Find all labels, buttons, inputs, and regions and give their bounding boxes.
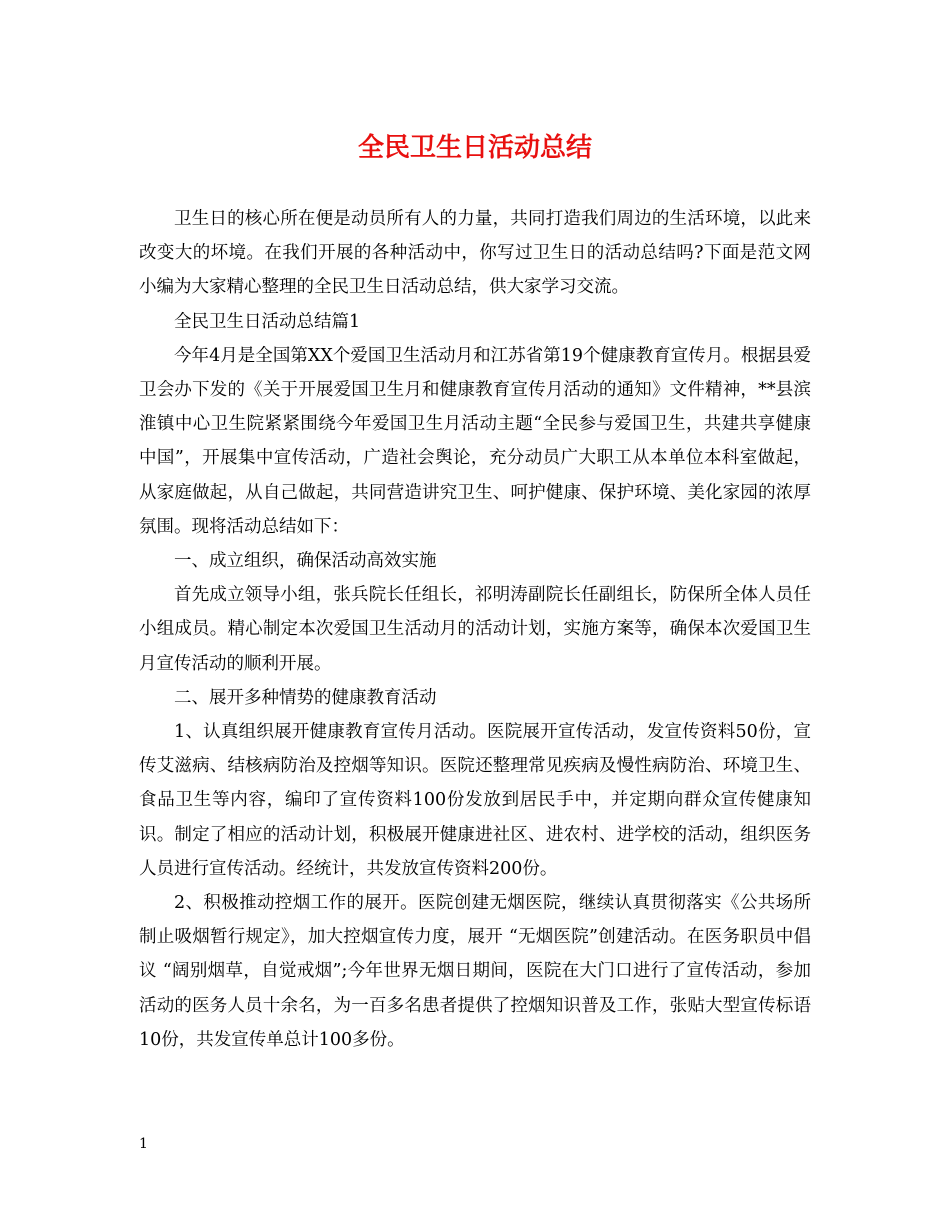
document-body (139, 202, 811, 1057)
section-heading-organization: 一、成立组织，确保活动高效实施 (174, 551, 437, 572)
document-title: 全民卫生日活动总结 (357, 133, 592, 163)
intro-paragraph: 卫生日的核心所在便是动员所有人的力量，共同打造我们周边的生活环境，以此来改变大的坏境。在我们开展的各种活动中，你写过卫生日的活动总结吗?下面是范文网小编为大家精心整理的全民卫生日活动总结，供大家学习交流。 (139, 209, 811, 298)
tobacco-control-paragraph: 2、积极推动控烟工作的展开。医院创建无烟医院，继续认真贯彻落实《公共场所制止吸烟暂行规定》，加大控烟宣传力度，展开 “无烟医院”创建活动。在医务职员中倡议 “阔别烟草，自觉戒烟”;今年世界无烟日期间，医院在大门口进行了宣传活动，参加活动的医务人员十余名，为一百多名患者提供了控烟知识普及工作，张贴大型宣传标语10份，共发宣传单总计100多份。 (139, 893, 811, 1050)
organization-paragraph: 首先成立领导小组，张兵院长任组长，祁明涛副院长任副组长，防保所全体人员任小组成员。精心制定本次爱国卫生活动月的活动计划，实施方案等，确保本次爱国卫生月宣传活动的顺利开展。 (139, 585, 811, 674)
page-number: 1 (139, 1136, 148, 1152)
overview-paragraph: 今年4月是全国第XX个爱国卫生活动月和江苏省第19个健康教育宣传月。根据县爱卫会办下发的《关于开展爱国卫生月和健康教育宣传月活动的通知》文件精神，**县滨淮镇中心卫生院紧紧围绕今年爱国卫生月活动主题“全民参与爱国卫生，共建共享健康中国”，开展集中宣传活动，广造社会舆论，充分动员广大职工从本单位本科室做起，从家庭做起，从自己做起，共同营造讲究卫生、呵护健康、保护环境、美化家园的浓厚氛围。现将活动总结如下： (139, 345, 811, 537)
section-heading-part-1: 全民卫生日活动总结篇1 (174, 311, 361, 332)
health-education-paragraph: 1、认真组织展开健康教育宣传月活动。医院展开宣传活动，发宣传资料50份，宣传艾滋病、结核病防治及控烟等知识。医院还整理常见疾病及慢性病防治、环境卫生、食品卫生等内容，编印了宣传资料100份发放到居民手中，并定期向群众宣传健康知识。制定了相应的活动计划，积极展开健康进社区、进农村、进学校的活动，组织医务人员进行宣传活动。经统计，共发放宣传资料200份。 (139, 722, 811, 879)
section-heading-health-education: 二、展开多种情势的健康教育活动 (174, 687, 437, 708)
